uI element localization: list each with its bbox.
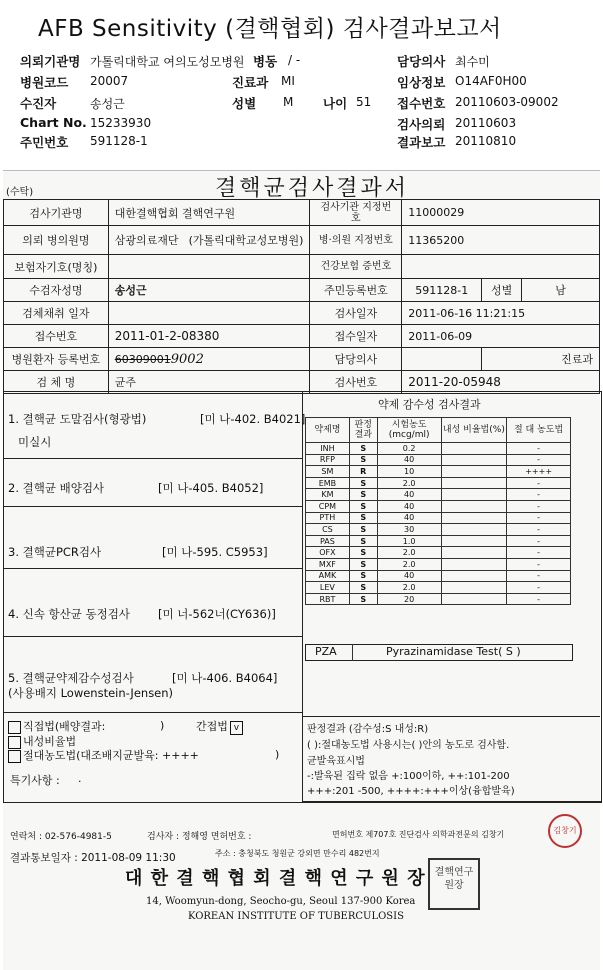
test-date-label: 검사일자 [310,302,402,325]
test-3-code: [미 나-595. C5953] [162,545,268,559]
sens-cell: S [349,454,377,466]
sens-cell: S [349,593,377,605]
request-date: 20110603 [455,116,517,130]
pt-reg-handwritten: 9002 [170,351,204,367]
sens-row [306,477,571,489]
sens-cell [441,558,507,570]
insured-label: 보험자기호(명칭) [4,255,109,279]
notes: . [78,772,82,785]
sens-cell [441,593,507,605]
sens-cell: SM [306,466,350,478]
institute-stamp: 결핵연구원장 [428,858,480,910]
info-table [3,199,600,394]
sens-cell [441,535,507,547]
sens-cell: - [507,443,571,455]
sens-cell: S [349,489,377,501]
test-1-code: [미 나-402. B4021] [200,412,306,426]
doc-sex-label: 성별 [482,279,522,302]
legend-4: +++:201 -500, ++++:+++이상(융합발육) [307,786,515,797]
sens-row [306,570,571,582]
sens-cell: - [507,593,571,605]
divider [3,506,302,507]
sens-cell: - [507,547,571,559]
report-date-label: 결과보고 [397,135,446,150]
lab-no-label: 검사기관 지정번호 [310,200,402,226]
document-title: 결핵균검사결과서 [215,176,410,201]
sens-cell: S [349,524,377,536]
health-ins-value [402,255,600,279]
sens-cell: 40 [377,512,441,524]
chart-number: 15233930 [90,116,152,130]
sens-cell: S [349,477,377,489]
absolute-close: ) [275,748,280,761]
insured-value [108,255,310,279]
footer-address: 주소 : 충청북도 청원군 강외면 만수리 482번지 [215,849,380,858]
sex-label: 성별 [232,96,257,111]
direct-checkbox[interactable] [8,721,21,734]
collect-value [108,302,310,325]
sens-cell: 2.0 [377,582,441,594]
sens-cell: CS [306,524,350,536]
divider [302,716,600,717]
sens-cell: RFP [306,454,350,466]
direct-close: ) [160,719,165,732]
sens-cell [441,547,507,559]
res-no: 591128-1 [402,279,482,302]
sens-row [306,500,571,512]
receipt: 20110603-09002 [455,95,559,109]
health-ins-label: 건강보험 증번호 [310,255,402,279]
pza-label: PZA [315,645,337,658]
test-5-code: [미 나-406. B4064] [172,671,278,685]
request-date-label: 검사의뢰 [397,117,446,132]
examinee: 송성근 [108,279,310,302]
sens-row [306,558,571,570]
pt-reg-struck: 60309001 [114,352,171,366]
sens-cell: 40 [377,570,441,582]
clinical-info-label: 임상정보 [397,75,446,90]
doc-doctor-value [402,348,482,371]
lab-org-label: 검사기관명 [4,200,109,226]
clinic-no-label: 병·의원 지정번호 [310,226,402,255]
sens-cell: LEV [306,582,350,594]
method-indirect [196,718,243,735]
sens-row [306,593,571,605]
request-org-label: 의뢰기관명 [20,54,81,69]
document-corner: (수탁) [6,187,34,198]
sens-cell: OFX [306,547,350,559]
sens-title: 약제 감수성 검사결과 [378,398,481,411]
pt-reg-label: 병원환자 등록번호 [4,348,109,371]
address-en: 14, Woomyun-dong, Seocho-gu, Seoul 137-900 Korea [146,896,416,907]
test-no-label: 검사번호 [310,371,402,394]
ratio-label: 내성비율법 [23,735,77,748]
sens-header-1: 판정 결과 [349,418,377,443]
resident: 591128-1 [90,134,148,148]
collect-label: 검체채취 일자 [4,302,109,325]
lab-no: 11000029 [402,200,600,226]
sens-row [306,535,571,547]
indirect-label: 간접법 [196,720,228,733]
test-4-name: 4. 신속 항산균 동정검사 [8,607,130,621]
sens-cell: 20 [377,593,441,605]
sens-row [306,489,571,501]
doctor-label: 담당의사 [397,54,446,69]
clinic-label: 의뢰 병의원명 [4,226,109,255]
institute-kr: 대 한 결 핵 협 회 결 핵 연 구 원 장 [125,868,426,889]
sens-cell: MXF [306,558,350,570]
sens-cell [441,570,507,582]
examinee-label: 수검자성명 [4,279,109,302]
sens-cell [441,443,507,455]
sens-cell [441,500,507,512]
sens-cell: RBT [306,593,350,605]
doc-receipt: 2011-01-2-08380 [108,325,310,348]
sens-cell [441,454,507,466]
sex: M [283,95,294,109]
clinic: 삼광의료재단 [114,234,179,247]
absolute-checkbox[interactable] [8,750,21,763]
sens-cell [441,489,507,501]
sens-row [306,512,571,524]
divider [3,712,302,713]
sens-cell: S [349,558,377,570]
sens-row [306,443,571,455]
test-2-name: 2. 결핵균 배양검사 [8,481,105,495]
divider [3,568,302,569]
sens-cell: KM [306,489,350,501]
legend-1: ( ):절대농도법 사용시는( )안의 농도로 검사함. [307,740,510,751]
sens-cell: S [349,443,377,455]
receipt-label: 접수번호 [397,96,446,111]
legend-2: 균발육표시법 [307,756,365,767]
sens-cell: PTH [306,512,350,524]
hospital-code-label: 병원코드 [20,75,69,90]
sens-cell [441,512,507,524]
sens-cell: S [349,582,377,594]
specimen: 균주 [108,371,310,394]
sens-cell: S [349,547,377,559]
sens-cell: INH [306,443,350,455]
sens-cell: S [349,500,377,512]
sens-cell: - [507,570,571,582]
method-absolute [8,747,199,763]
sens-cell [441,466,507,478]
legend-3: -:발육된 집락 없음 +:100이하, ++:101-200 [307,771,510,782]
doc-sex: 남 [522,279,600,302]
sens-row [306,466,571,478]
sens-cell: ++++ [507,466,571,478]
sens-cell: 0.2 [377,443,441,455]
chart-label: Chart No. [20,115,87,130]
patient-label: 수진자 [20,96,57,111]
test-1-name: 1. 결핵균 도말검사(형광법) [8,412,147,426]
test-2-code: [미 나-405. B4052] [158,481,264,495]
absolute-label: 절대농도법(대조배지균발육: ++++ [23,749,199,762]
report-date: 20110810 [455,134,517,148]
age: 51 [356,95,372,109]
sens-header-0: 약제명 [306,418,350,443]
sens-cell: - [507,454,571,466]
sens-header-4: 절 대 농도법 [507,418,571,443]
receipt-date: 2011-06-09 [402,325,600,348]
clinic-cell [108,226,310,255]
resident-label: 주민번호 [20,135,69,150]
sens-cell: R [349,466,377,478]
sens-cell: 2.0 [377,477,441,489]
sens-cell: 10 [377,466,441,478]
dept: MI [281,74,295,88]
sens-row [306,454,571,466]
doc-receipt-label: 접수번호 [4,325,109,348]
direct-label: 직접법(배양결과: [23,720,106,733]
report-title: AFB Sensitivity (결핵협회) 검사결과보고서 [38,16,502,42]
clinical-info: O14AF0H00 [455,74,527,88]
sens-cell: S [349,512,377,524]
sens-cell: EMB [306,477,350,489]
divider [3,636,302,637]
sens-cell: - [507,558,571,570]
request-org: 가톨릭대학교 여의도성모병원 [90,55,245,69]
sens-cell: S [349,535,377,547]
hospital-code: 20007 [90,74,129,88]
dept-label: 진료과 [232,75,269,90]
institute-en: KOREAN INSTITUTE OF TUBERCULOSIS [188,911,404,922]
sens-cell: 2.0 [377,547,441,559]
legend-0: 판정결과 (감수성:S 내성:R) [307,724,429,735]
notes-label: 특기사항 : [10,774,60,787]
footer-notify: 결과통보일자 : 2011-08-09 11:30 [10,852,176,864]
sens-cell: - [507,535,571,547]
sens-cell: CPM [306,500,350,512]
doc-doctor-label: 담당의사 [310,348,402,371]
sens-cell [441,582,507,594]
sens-cell: - [507,512,571,524]
sens-cell: - [507,582,571,594]
method-direct [8,718,105,734]
sens-header-row [306,418,571,443]
sens-cell: AMK [306,570,350,582]
footer-license: 면허번호 제707호 진단검사 의학과전문의 김창기 [332,830,505,839]
clinic-no: 11365200 [402,226,600,255]
sens-cell: PAS [306,535,350,547]
patient: 송성근 [90,97,125,111]
sens-row [306,524,571,536]
test-no: 2011-20-05948 [402,371,600,394]
res-no-label: 주민등록번호 [310,279,402,302]
sens-cell: 40 [377,500,441,512]
footer-tester: 검사자 : 정해영 면허번호 : [147,832,252,842]
pza-value: Pyrazinamidase Test( S ) [386,645,521,658]
sens-header-2: 시험농도 (mcg/ml) [377,418,441,443]
pza-divider [352,644,353,661]
specimen-label: 검 체 명 [4,371,109,394]
lab-org: 대한결핵협회 결핵연구원 [108,200,310,226]
age-label: 나이 [323,96,348,111]
doc-dept-label: 진료과 [482,348,600,371]
sens-cell [441,524,507,536]
test-5-name: 5. 결핵균약제감수성검사 [8,671,134,685]
receipt-date-label: 접수일자 [310,325,402,348]
pt-reg-cell [108,348,310,371]
test-1-result: 미실시 [18,435,52,449]
test-5-sub: (사용배지 Lowenstein-Jensen) [8,686,174,700]
sens-cell [441,477,507,489]
sens-cell: 40 [377,454,441,466]
sens-body [306,443,571,605]
test-4-code: [미 너-562너(CY636)] [158,607,276,621]
divider [3,458,302,459]
sens-cell: 30 [377,524,441,536]
doctor-seal: 김창기 [548,814,582,848]
sens-cell: 40 [377,489,441,501]
sens-cell: - [507,489,571,501]
test-3-name: 3. 결핵균PCR검사 [8,545,102,559]
sensitivity-table [305,417,571,605]
ward-label: 병동 [253,54,278,69]
sens-cell: S [349,570,377,582]
sens-cell: - [507,500,571,512]
sens-row [306,582,571,594]
clinic-paren: (가톨릭대학교성모병원) [188,234,304,247]
sens-row [306,547,571,559]
sens-cell: - [507,524,571,536]
sens-cell: - [507,477,571,489]
doctor: 최수미 [455,55,490,69]
test-date: 2011-06-16 11:21:15 [402,302,600,325]
ward: / - [288,53,301,67]
indirect-checkbox[interactable]: v [230,721,243,735]
footer-contact: 연락처 : 02-576-4981-5 [10,832,112,842]
sens-cell: 1.0 [377,535,441,547]
sens-header-3: 내성 비율법(%) [441,418,507,443]
sens-cell: 2.0 [377,558,441,570]
